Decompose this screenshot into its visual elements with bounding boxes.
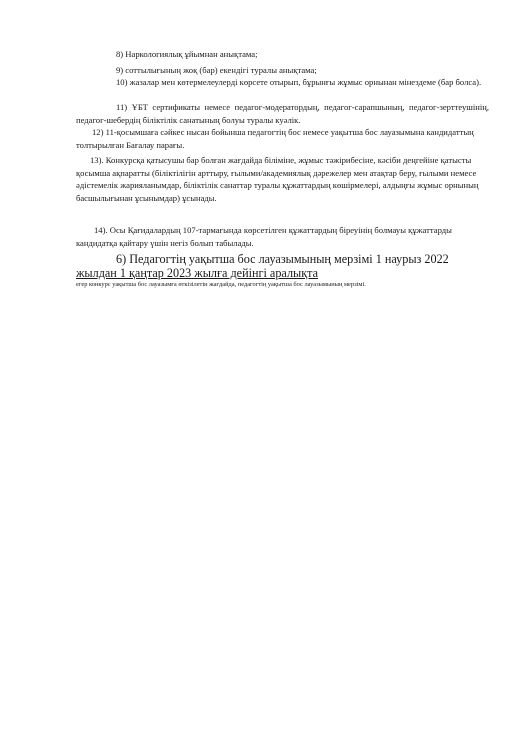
list-item-14: 14). Осы Қағидалардың 107-тармағында көрсетілген құжаттардың біреуінің болмауы құжаттарды кандидатқа қайтару үшін негіз болып табылады. (76, 225, 452, 248)
list-item-9: 9) соттылығының жоқ (бар) екендігі туралы анықтама; (116, 65, 317, 75)
list-item-13: 13). Конкурсқа қатысушы бар болған жағдайда біліміне, жұмыс тәжірибесіне, кәсіби деңгейіне қатысты қосымша ақпаратты (біліктілігін арттыру, ғылыми/академиялық дәрежелер мен атақтар беру, ғылыми немесе әдістемелік жарияланымдар, біліктілік санаттар туралы құжаттардың көшірмелері, алдыңғы жұмыс орнының басшылығынан ұсынымдар) ұсынады. (76, 155, 479, 203)
term-line2-text: жылдан 1 қаңтар 2023 жылға дейінгі аралықта (76, 266, 319, 280)
term-period-line1 (76, 252, 489, 266)
term-period-line2 (76, 266, 489, 280)
footnote-text: егер конкурс уақытша бос лауазымға өткізілетін жағдайда, педагогтің уақытша бос лауазымының мерзімі. (76, 281, 366, 288)
term-line1-text: 6) Педагогтің уақытша бос лауазымының мерзімі 1 наурыз 2022 (116, 252, 449, 266)
list-item-12: 12) 11-қосымшаға сәйкес нысан бойынша педагогтің бос немесе уақытша бос лауазымына кандидаттың толтырылған Бағалау парағы. (76, 127, 474, 150)
list-item-10: 10) жазалар мен көтермелеулерді көрсете отырып, бұрынғы жұмыс орнынан мінездеме (бар болса). (116, 77, 482, 87)
list-item-11: 11) ҰБТ сертификаты немесе педагог-модератордың, педагог-сарапшының, педагог-зерттеушінің, педагог-шебердің біліктілік санатының болуы туралы куәлік. (76, 102, 489, 125)
list-item-8: 8) Наркологиялық ұйымнан анықтама; (116, 49, 258, 59)
